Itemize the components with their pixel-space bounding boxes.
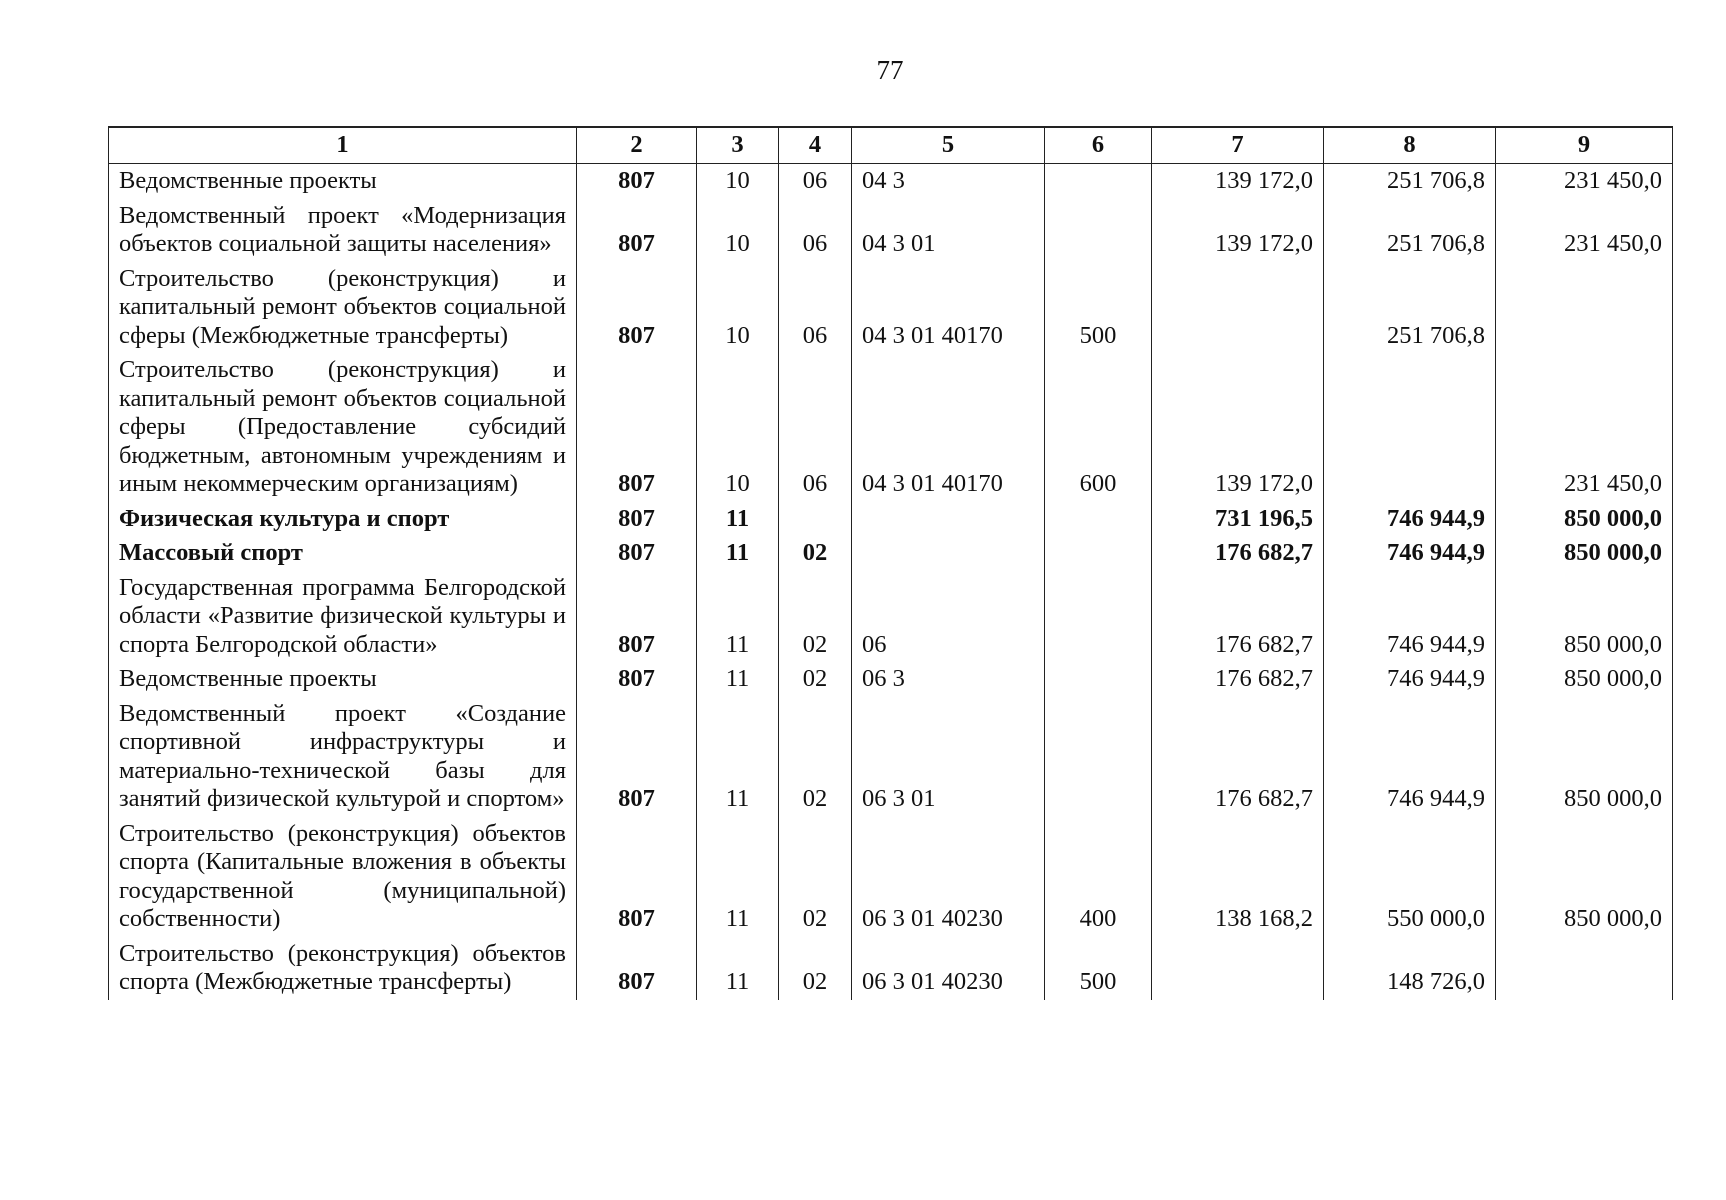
row-name: Ведомственные проекты (109, 662, 577, 697)
table-row (109, 502, 1673, 537)
cell-col-2: 807 (577, 937, 697, 1000)
cell-col-2: 807 (577, 199, 697, 262)
cell-col-4: 02 (779, 536, 852, 571)
cell-col-9: 850 000,0 (1496, 502, 1673, 537)
cell-col-8: 746 944,9 (1324, 571, 1496, 663)
cell-col-9 (1496, 937, 1673, 1000)
row-name: Ведомственные проекты (109, 164, 577, 199)
cell-col-2: 807 (577, 571, 697, 663)
cell-col-3: 11 (697, 502, 779, 537)
cell-col-8: 148 726,0 (1324, 937, 1496, 1000)
table-row (109, 536, 1673, 571)
cell-col-7: 139 172,0 (1152, 353, 1324, 502)
cell-col-2: 807 (577, 353, 697, 502)
cell-col-5: 06 3 01 (852, 697, 1045, 817)
cell-col-2: 807 (577, 697, 697, 817)
table-row (109, 164, 1673, 199)
cell-col-6 (1045, 536, 1152, 571)
row-name: Физическая культура и спорт (109, 502, 577, 537)
cell-col-5: 06 3 01 40230 (852, 937, 1045, 1000)
cell-col-7: 731 196,5 (1152, 502, 1324, 537)
cell-col-3: 11 (697, 697, 779, 817)
cell-col-8: 550 000,0 (1324, 817, 1496, 937)
cell-col-9 (1496, 262, 1673, 354)
cell-col-4: 02 (779, 571, 852, 663)
cell-col-8: 251 706,8 (1324, 262, 1496, 354)
cell-col-7: 176 682,7 (1152, 536, 1324, 571)
cell-col-7 (1152, 937, 1324, 1000)
header-col-4: 4 (779, 127, 852, 164)
cell-col-8: 746 944,9 (1324, 662, 1496, 697)
table-row (109, 937, 1673, 1000)
cell-col-4: 02 (779, 697, 852, 817)
header-col-9: 9 (1496, 127, 1673, 164)
cell-col-5: 04 3 01 40170 (852, 353, 1045, 502)
cell-col-5: 06 3 (852, 662, 1045, 697)
row-name: Строительство (реконструкция) и капитальный ремонт объектов социальной сферы (Предоставление субсидий бюджетным, автономным учреждениям и иным некоммерческим организациям) (109, 353, 577, 502)
cell-col-3: 11 (697, 937, 779, 1000)
cell-col-4 (779, 502, 852, 537)
cell-col-4: 06 (779, 262, 852, 354)
cell-col-5: 04 3 01 40170 (852, 262, 1045, 354)
cell-col-2: 807 (577, 502, 697, 537)
header-col-8: 8 (1324, 127, 1496, 164)
cell-col-8: 746 944,9 (1324, 697, 1496, 817)
header-col-5: 5 (852, 127, 1045, 164)
cell-col-4: 06 (779, 164, 852, 199)
cell-col-6: 400 (1045, 817, 1152, 937)
cell-col-5: 06 (852, 571, 1045, 663)
cell-col-7: 176 682,7 (1152, 571, 1324, 663)
header-col-6: 6 (1045, 127, 1152, 164)
cell-col-6: 600 (1045, 353, 1152, 502)
cell-col-3: 11 (697, 536, 779, 571)
cell-col-7: 139 172,0 (1152, 199, 1324, 262)
table-row (109, 353, 1673, 502)
cell-col-7: 138 168,2 (1152, 817, 1324, 937)
cell-col-3: 11 (697, 662, 779, 697)
cell-col-8: 746 944,9 (1324, 536, 1496, 571)
cell-col-9: 850 000,0 (1496, 697, 1673, 817)
cell-col-2: 807 (577, 262, 697, 354)
row-name: Строительство (реконструкция) объектов спорта (Межбюджетные трансферты) (109, 937, 577, 1000)
cell-col-3: 11 (697, 817, 779, 937)
table-row (109, 662, 1673, 697)
cell-col-3: 10 (697, 353, 779, 502)
cell-col-5: 04 3 01 (852, 199, 1045, 262)
cell-col-5: 06 3 01 40230 (852, 817, 1045, 937)
cell-col-9: 231 450,0 (1496, 199, 1673, 262)
row-name: Государственная программа Белгородской области «Развитие физической культуры и спорта Белгородской области» (109, 571, 577, 663)
table-row (109, 262, 1673, 354)
cell-col-8: 746 944,9 (1324, 502, 1496, 537)
cell-col-6 (1045, 571, 1152, 663)
cell-col-7: 139 172,0 (1152, 164, 1324, 199)
row-name: Ведомственный проект «Модернизация объектов социальной защиты населения» (109, 199, 577, 262)
cell-col-2: 807 (577, 536, 697, 571)
page-number: 77 (876, 55, 904, 85)
cell-col-9: 231 450,0 (1496, 353, 1673, 502)
cell-col-9: 850 000,0 (1496, 536, 1673, 571)
cell-col-2: 807 (577, 662, 697, 697)
cell-col-7: 176 682,7 (1152, 697, 1324, 817)
cell-col-4: 02 (779, 817, 852, 937)
cell-col-6 (1045, 662, 1152, 697)
cell-col-6 (1045, 697, 1152, 817)
table-row (109, 571, 1673, 663)
cell-col-8: 251 706,8 (1324, 199, 1496, 262)
cell-col-4: 06 (779, 353, 852, 502)
cell-col-3: 10 (697, 199, 779, 262)
table-row (109, 817, 1673, 937)
cell-col-6 (1045, 164, 1152, 199)
cell-col-5 (852, 536, 1045, 571)
cell-col-6 (1045, 502, 1152, 537)
header-col-7: 7 (1152, 127, 1324, 164)
cell-col-6: 500 (1045, 262, 1152, 354)
cell-col-4: 02 (779, 662, 852, 697)
cell-col-2: 807 (577, 164, 697, 199)
cell-col-7 (1152, 262, 1324, 354)
cell-col-5: 04 3 (852, 164, 1045, 199)
cell-col-2: 807 (577, 817, 697, 937)
table-body (109, 164, 1673, 1000)
cell-col-5 (852, 502, 1045, 537)
cell-col-9: 850 000,0 (1496, 571, 1673, 663)
cell-col-8: 251 706,8 (1324, 164, 1496, 199)
row-name: Строительство (реконструкция) и капитальный ремонт объектов социальной сферы (Межбюджетные трансферты) (109, 262, 577, 354)
cell-col-3: 11 (697, 571, 779, 663)
cell-col-9: 850 000,0 (1496, 662, 1673, 697)
header-row (109, 127, 1673, 164)
row-name: Ведомственный проект «Создание спортивной инфраструктуры и материально-технической базы для занятий физической культурой и спортом» (109, 697, 577, 817)
header-col-1: 1 (109, 127, 577, 164)
table-row (109, 199, 1673, 262)
cell-col-6: 500 (1045, 937, 1152, 1000)
cell-col-6 (1045, 199, 1152, 262)
cell-col-3: 10 (697, 164, 779, 199)
table-row (109, 697, 1673, 817)
cell-col-8 (1324, 353, 1496, 502)
cell-col-9: 850 000,0 (1496, 817, 1673, 937)
budget-table-wrapper (108, 126, 1673, 1000)
cell-col-4: 02 (779, 937, 852, 1000)
cell-col-3: 10 (697, 262, 779, 354)
budget-table (108, 126, 1673, 1000)
cell-col-4: 06 (779, 199, 852, 262)
header-col-3: 3 (697, 127, 779, 164)
row-name: Строительство (реконструкция) объектов спорта (Капитальные вложения в объекты государственной (муниципальной) собственности) (109, 817, 577, 937)
cell-col-9: 231 450,0 (1496, 164, 1673, 199)
header-col-2: 2 (577, 127, 697, 164)
row-name: Массовый спорт (109, 536, 577, 571)
cell-col-7: 176 682,7 (1152, 662, 1324, 697)
